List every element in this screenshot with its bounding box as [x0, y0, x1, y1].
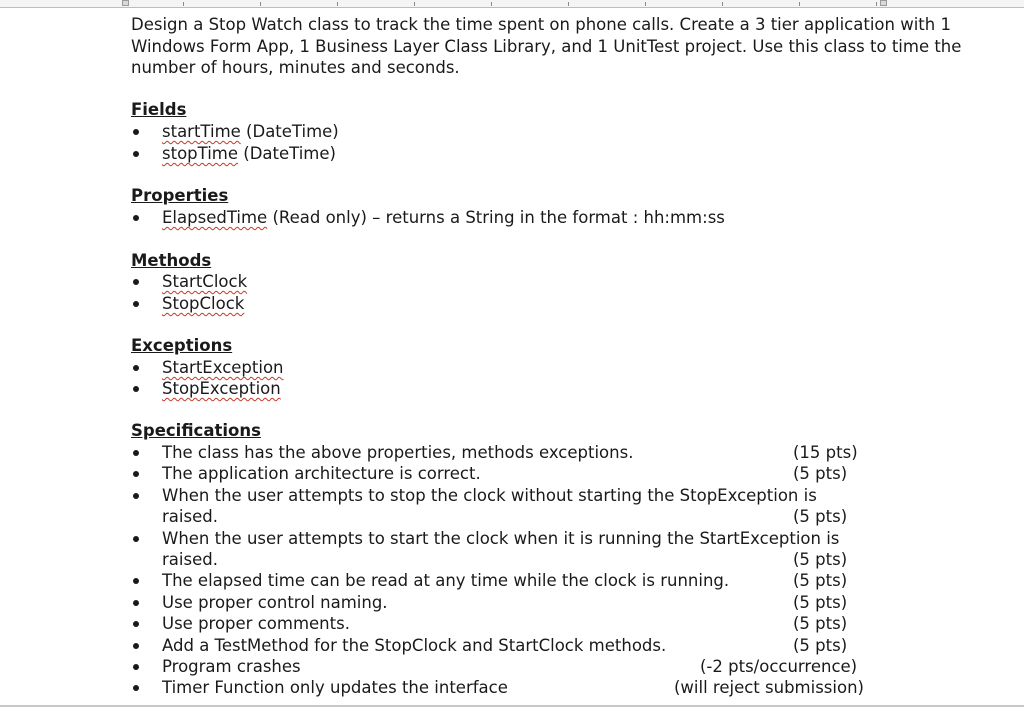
ruler-tick: [876, 2, 877, 6]
bullet-icon: [133, 301, 139, 307]
method-name: StartClock: [162, 272, 248, 291]
ruler[interactable]: [0, 0, 1024, 8]
spec-points: (5 pts): [793, 636, 848, 655]
field-name: stopTime: [162, 144, 239, 163]
bullet-icon: [133, 685, 139, 691]
spec-text: Program crashes: [162, 657, 301, 676]
bullet-icon: [133, 621, 139, 627]
exceptions-heading: Exceptions: [131, 336, 233, 355]
spec-text: Use proper comments.: [162, 614, 350, 633]
document-page[interactable]: [131, 14, 1011, 697]
bullet-icon: [133, 600, 139, 606]
method-name: StopClock: [162, 294, 245, 313]
spec-text: Timer Function only updates the interface: [162, 678, 508, 697]
property-description: (Read only) – returns a String in the format : hh:mm:ss: [267, 208, 725, 227]
bullet-icon: [133, 151, 139, 157]
spec-points: (5 pts): [793, 464, 848, 483]
spec-points: (5 pts): [793, 614, 848, 633]
spec-text: Use proper control naming.: [162, 593, 388, 612]
field-name: startTime: [162, 122, 241, 141]
bullet-icon: [133, 578, 139, 584]
ruler-tick: [568, 2, 569, 6]
ruler-tick: [645, 2, 646, 6]
field-type: (DateTime): [238, 144, 336, 163]
bullet-icon: [133, 279, 139, 285]
spec-points: (5 pts): [793, 593, 848, 612]
spec-text: The class has the above properties, methods exceptions.: [162, 443, 634, 462]
methods-heading: Methods: [131, 251, 212, 270]
spec-text: The elapsed time can be read at any time while the clock is running.: [162, 571, 730, 590]
bullet-icon: [133, 215, 139, 221]
intro-paragraph: Design a Stop Watch class to track the time spent on phone calls. Create a 3 tier application with 1 Windows Form App, 1 Business Layer Class Library, and 1 UnitTest project. Use this class to time the number of hours, minutes and seconds.: [131, 15, 962, 78]
bullet-icon: [133, 386, 139, 392]
ruler-tick: [722, 2, 723, 6]
ruler-tick: [260, 2, 261, 6]
right-margin-marker[interactable]: [880, 0, 887, 6]
properties-heading: Properties: [131, 186, 229, 205]
bullet-icon: [133, 365, 139, 371]
spec-text: The application architecture is correct.: [162, 464, 481, 483]
spec-points: (5 pts): [793, 550, 848, 569]
bullet-icon: [133, 493, 139, 499]
spec-text: When the user attempts to start the clock when it is running the StartException is: [162, 529, 840, 548]
spec-points: (-2 pts/occurrence): [700, 657, 858, 676]
spec-text: raised.: [162, 550, 218, 569]
ruler-tick: [337, 2, 338, 6]
ruler-tick: [491, 2, 492, 6]
field-type: (DateTime): [240, 122, 339, 141]
specifications-heading: Specifications: [131, 421, 261, 440]
ruler-tick: [183, 2, 184, 6]
ruler-tick: [799, 2, 800, 6]
bullet-icon: [133, 471, 139, 477]
bullet-icon: [133, 450, 139, 456]
spec-points: (5 pts): [793, 571, 848, 590]
exception-name: StartException: [162, 358, 284, 377]
spec-points: (will reject submission): [674, 678, 864, 697]
spec-points: (5 pts): [793, 507, 848, 526]
bullet-icon: [133, 664, 139, 670]
spec-text: raised.: [162, 507, 218, 526]
spec-points: (15 pts): [793, 443, 858, 462]
left-margin-marker[interactable]: [122, 0, 129, 6]
exception-name: StopException: [162, 379, 281, 398]
ruler-tick: [414, 2, 415, 6]
bullet-icon: [133, 536, 139, 542]
property-name: ElapsedTime: [162, 208, 268, 227]
bullet-icon: [133, 129, 139, 135]
bullet-icon: [133, 643, 139, 649]
spec-text: When the user attempts to stop the clock without starting the StopException is: [162, 486, 817, 505]
spec-text: Add a TestMethod for the StopClock and StartClock methods.: [162, 636, 667, 655]
fields-heading: Fields: [131, 100, 187, 119]
